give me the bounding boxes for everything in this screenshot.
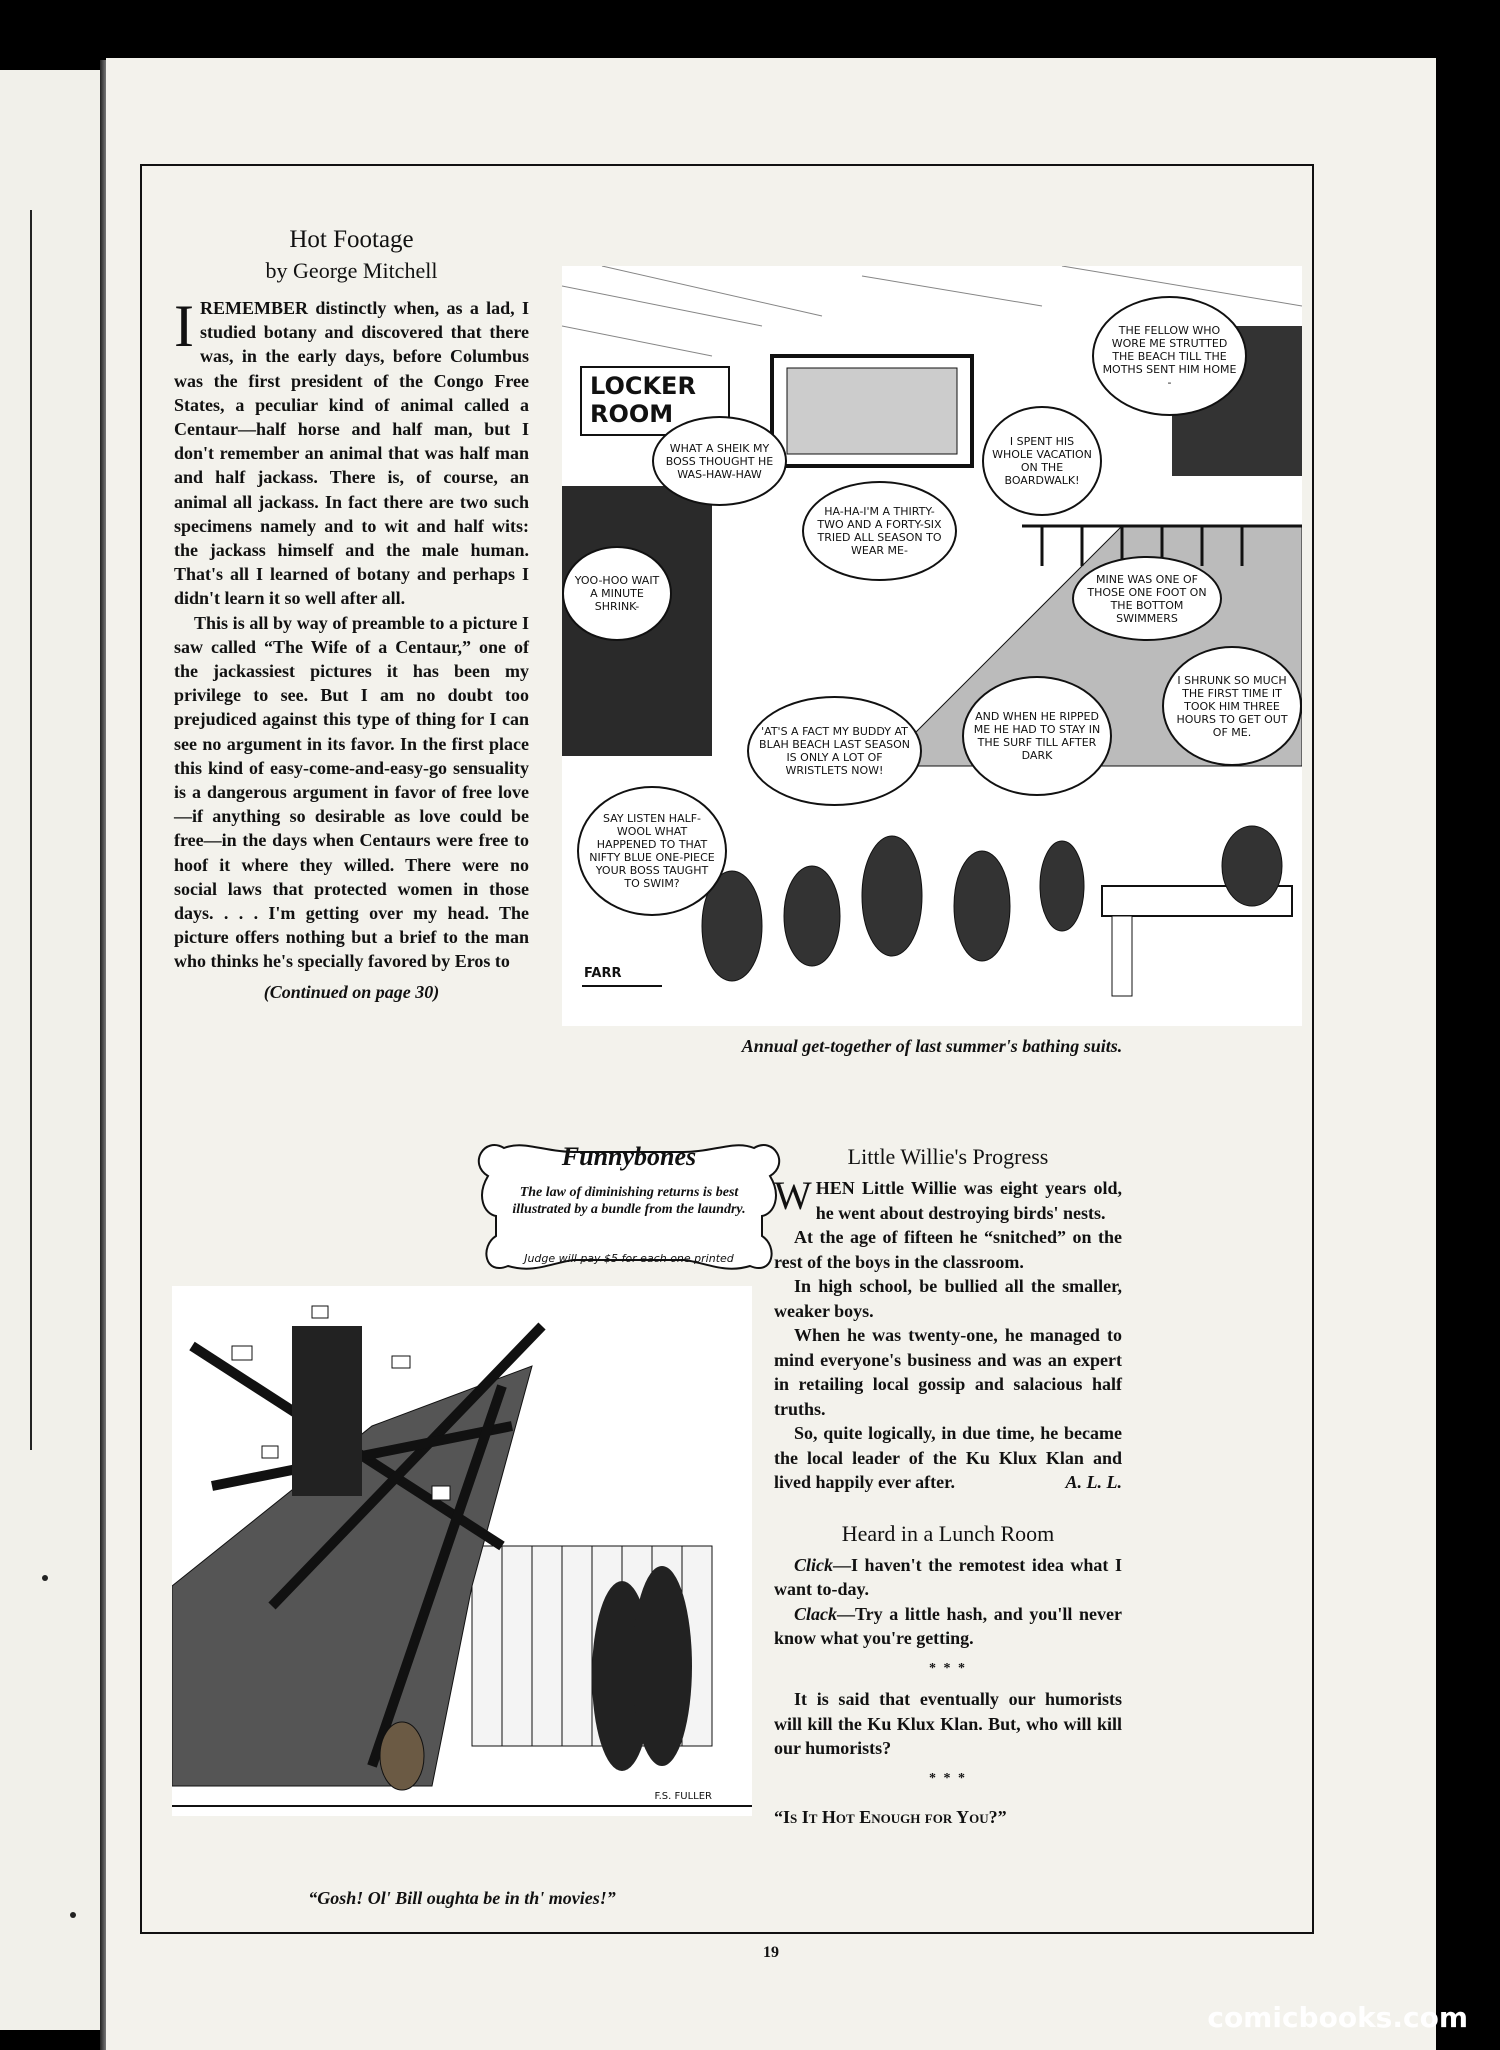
cartoon-bathing-suits	[562, 266, 1302, 1026]
joke-paragraph: It is said that eventually our humorists will kill the Ku Klux Klan. But, who will kill our humorists?	[774, 1689, 1122, 1758]
paragraph-text: distinctly when, as a lad, I studied botany and discovered that there was, in the early days, before Columbus was the first president of the Congo Free States, a peculiar kind of animal called a Centaur—half horse and half man, but I don't remember an animal that was half man and half jackass. There is, of course, an animal all jackass. In fact there are two such specimens namely and to wit and half wits: the jackass himself and the male human. That's all I learned of botany and perhaps I didn't learn it so well after all.	[174, 298, 529, 609]
artist-signature: FARR	[584, 966, 622, 981]
drop-cap: W	[774, 1173, 812, 1218]
right-column	[774, 1144, 1122, 1830]
cartoon-drawing	[172, 1286, 752, 1816]
willie-paragraph	[774, 1421, 1122, 1495]
dialogue-line	[774, 1602, 1122, 1651]
article-hot-footage	[174, 226, 529, 1003]
willie-paragraph	[774, 1173, 1122, 1225]
willie-signature: A. L. L.	[1065, 1472, 1122, 1492]
lunchroom-body	[774, 1553, 1122, 1830]
speech-bubble: AND WHEN HE RIPPED ME HE HAD TO STAY IN THE SURF TILL AFTER DARK	[962, 676, 1112, 796]
willie-body	[774, 1173, 1122, 1495]
cartoon-collapse	[172, 1286, 752, 1816]
speck	[70, 1912, 76, 1918]
lead-word: REMEMBER	[199, 298, 308, 318]
speech-bubble: I SHRUNK SO MUCH THE FIRST TIME IT TOOK HIM THREE HOURS TO GET OUT OF ME.	[1162, 646, 1302, 766]
funnybones-note: Judge will pay $5 for each one printed	[524, 1252, 734, 1265]
left-page-edge	[0, 70, 100, 2030]
dialogue-line	[774, 1553, 1122, 1602]
drop-cap: I	[174, 293, 194, 359]
speech-bubble: THE FELLOW WHO WORE ME STRUTTED THE BEACH TILL THE MOTHS SENT HIM HOME -	[1092, 296, 1247, 416]
continued-note: (Continued on page 30)	[263, 981, 440, 1002]
speech-bubble: 'AT'S A FACT MY BUDDY AT BLAH BEACH LAST SEASON IS ONLY A LOT OF WRISTLETS NOW!	[747, 696, 922, 806]
funnybones-title: Funnybones	[561, 1142, 697, 1171]
article-paragraph	[174, 293, 529, 611]
speck	[42, 1575, 48, 1581]
dialogue-text: —Try a little hash, and you'll never know what you're getting.	[774, 1603, 1122, 1648]
willie-title: Little Willie's Progress	[847, 1144, 1049, 1169]
willie-paragraph: At the age of fifteen he “snitched” on the rest of the boys in the classroom.	[774, 1227, 1122, 1272]
paragraph-text: So, quite logically, in due time, he became the local leader of the Ku Klux Klan and lived happily ever after.	[774, 1423, 1122, 1492]
article-body	[174, 293, 529, 974]
locker-room-sign: LOCKER ROOM	[580, 366, 730, 436]
article-byline: by George Mitchell	[265, 258, 438, 283]
article-paragraph: This is all by way of preamble to a picture I saw called “The Wife of a Centaur,” one of the jackassiest pictures it has been my privilege to see. But I am no doubt too prejudiced against this type of thing for I can see no argument in its favor. In the first place this kind of easy-come-and-easy-go sensuality is a dangerous argument in favor of free love—if anything so desirable as love could be free—in the days when Centaurs were free to hoof it where they willed. There were no social laws that protected women in those days. . . . I'm getting over my head. The picture offers nothing but a brief to the man who thinks he's specially favored by Eros to	[174, 612, 529, 972]
page-frame	[140, 164, 1314, 1934]
cartoon-caption: Annual get-together of last summer's bathing suits.	[741, 1036, 1123, 1056]
lead-word: HEN	[815, 1178, 855, 1198]
speaker-name: Clack	[794, 1603, 837, 1624]
speech-bubble: MINE WAS ONE OF THOSE ONE FOOT ON THE BOTTOM SWIMMERS	[1072, 556, 1222, 641]
cartoon-caption: “Gosh! Ol' Bill oughta be in th' movies!”	[308, 1888, 616, 1908]
speech-bubble: HA-HA-I'M A THIRTY-TWO AND A FORTY-SIX TRIED ALL SEASON TO WEAR ME-	[802, 481, 957, 581]
willie-paragraph: When he was twenty-one, he managed to mind everyone's business and was an expert in retailing local gossip and salacious half truths.	[774, 1325, 1122, 1419]
funnybones-box	[474, 1136, 784, 1276]
article-title: Hot Footage	[289, 226, 414, 253]
speech-bubble: WHAT A SHEIK MY BOSS THOUGHT HE WAS-HAW-HAW	[652, 416, 787, 506]
dialogue-text: —I haven't the remotest idea what I want to-day.	[774, 1554, 1122, 1599]
section-divider: * * *	[929, 1660, 967, 1676]
closing-headline: “Is It Hot Enough for You?”	[774, 1807, 1007, 1827]
magazine-page	[106, 58, 1436, 2050]
paragraph-text: Little Willie was eight years old, he went about destroying birds' nests.	[815, 1178, 1122, 1223]
left-page-rule	[0, 210, 32, 1450]
speech-bubble: YOO-HOO WAIT A MINUTE SHRINK-	[562, 546, 672, 641]
artist-signature: F.S. FULLER	[654, 1791, 712, 1802]
willie-paragraph: In high school, be bullied all the smaller, weaker boys.	[774, 1276, 1122, 1321]
section-divider: * * *	[929, 1770, 967, 1786]
page-number: 19	[763, 1944, 779, 1961]
speech-bubble: SAY LISTEN HALF-WOOL WHAT HAPPENED TO THAT NIFTY BLUE ONE-PIECE YOUR BOSS TAUGHT TO SWIM?	[577, 786, 727, 916]
lunchroom-title: Heard in a Lunch Room	[841, 1520, 1055, 1546]
speech-bubble: I SPENT HIS WHOLE VACATION ON THE BOARDWALK!	[982, 406, 1102, 516]
funnybones-joke: The law of diminishing returns is best illustrated by a bundle from the laundry.	[512, 1185, 746, 1217]
site-watermark: comicbooks.com	[1207, 2001, 1468, 2034]
speaker-name: Click	[794, 1554, 833, 1575]
